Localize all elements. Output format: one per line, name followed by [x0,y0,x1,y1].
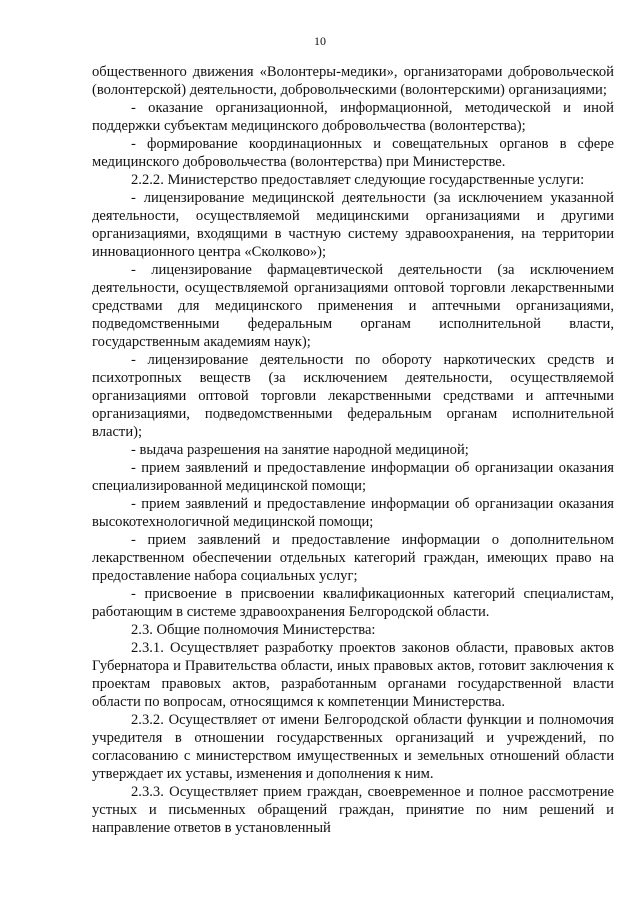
section-heading: 2.2.2. Министерство предоставляет следующие государственные услуги: [131,172,585,188]
list-item: - лицензирование деятельности по обороту наркотических средств и психотропных веществ (за исключением деятельности, осуществляемой организациями оптовой торговли лекарственными средствами и аптечными организациями, подведомственными федеральным органам исполнительной власти); [92,352,614,440]
paragraph: 2.3.2. Осуществляет от имени Белгородской области функции и полномочия учредителя в отношении государственных организаций и учреждений, по согласованию с министерством имущественных и земельных отношений области утверждает их уставы, изменения и дополнения к ним. [92,712,614,782]
paragraph: - формирование координационных и совещательных органов в сфере медицинского добровольчества (волонтерства) при Министерстве. [92,136,614,170]
list-item: - прием заявлений и предоставление информации об организации оказания высокотехнологичной медицинской помощи; [92,496,614,530]
list-item: - выдача разрешения на занятие народной медициной; [131,442,469,458]
paragraph: 2.3.3. Осуществляет прием граждан, своевременное и полное рассмотрение устных и письменных обращений граждан, принятие по ним решений и направление ответов в установленный [92,784,614,836]
list-item: - лицензирование медицинской деятельности (за исключением указанной деятельности, осуществляемой медицинскими организациями и другими организациями, входящими в частную систему здравоохранения, на территории инновационного центра «Сколково»); [92,190,614,260]
list-item: - прием заявлений и предоставление информации о дополнительном лекарственном обеспечении отдельных категорий граждан, имеющих право на предоставление набора социальных услуг; [92,532,614,584]
paragraph: - оказание организационной, информационной, методической и иной поддержки субъектам медицинского добровольчества (волонтерства); [92,100,614,134]
paragraph: общественного движения «Волонтеры-медики», организаторами добровольческой (волонтерской) деятельности, добровольческими (волонтерскими) организациями; [92,64,614,98]
list-item: - прием заявлений и предоставление информации об организации оказания специализированной медицинской помощи; [92,460,614,494]
section-heading: 2.3. Общие полномочия Министерства: [131,622,376,638]
paragraph: 2.3.1. Осуществляет разработку проектов законов области, правовых актов Губернатора и Правительства области, иных правовых актов, готовит заключения к проектам правовых актов, разработанным органами государственной власти области по вопросам, относящимся к компетенции Министерства. [92,640,614,710]
list-item: - присвоение в присвоении квалификационных категорий специалистам, работающим в системе здравоохранения Белгородской области. [92,586,614,620]
list-item: - лицензирование фармацевтической деятельности (за исключением деятельности, осуществляемой организациями оптовой торговли лекарственными средствами для медицинского применения и аптечными организациями, подведомственными федеральным органам исполнительной власти, государственным академиям наук); [92,262,614,350]
document-body [92,63,614,837]
page-number: 10 [314,34,326,48]
